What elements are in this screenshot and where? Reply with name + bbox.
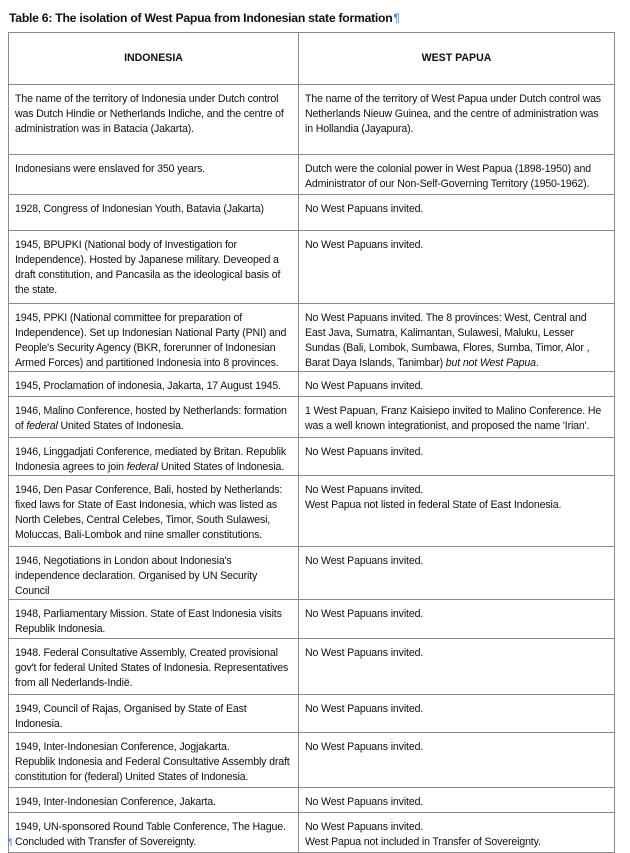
table-row	[9, 788, 615, 813]
cell-text: United States of Indonesia.	[158, 461, 284, 473]
cell-west-papua	[299, 372, 615, 397]
cell-text: Concluded with Transfer of Sovereignty.	[15, 836, 197, 848]
cell-west-papua	[299, 231, 615, 304]
cell-text: No West Papuans invited.	[305, 555, 424, 567]
cell-text: West Papua not included in Transfer of Sovereignty.	[305, 836, 541, 848]
table-row	[9, 695, 615, 733]
cell-text: The name of the territory of Indonesia under Dutch control was Dutch Hindie or Netherlands Indiche, and the centre of administration was in Batacia (Jakarta).	[15, 93, 284, 135]
cell-text-italic: federal	[126, 461, 159, 473]
cell-indonesia	[9, 304, 299, 372]
cell-text: 1949, UN-sponsored Round Table Conference, The Hague.	[15, 821, 286, 833]
cell-west-papua	[299, 733, 615, 788]
table-body	[9, 85, 615, 853]
cell-indonesia	[9, 788, 299, 813]
cell-text: No West Papuans invited.	[305, 821, 424, 833]
cell-text: No West Papuans invited.	[305, 203, 424, 215]
comparison-table	[8, 32, 615, 853]
cell-text: No West Papuans invited.	[305, 380, 424, 392]
cell-text: 1949, Council of Rajas, Organised by State of East Indonesia.	[15, 703, 247, 730]
cell-text: 1 West Papuan, Franz Kaisiepo invited to Malino Conference. He was a well known integrationist, and proposed the name 'Irian'.	[305, 405, 602, 432]
cell-text: No West Papuans invited.	[305, 239, 424, 251]
cell-text: 1946, Malino Conference, hosted by Netherlands: formation of	[15, 405, 287, 432]
cell-indonesia	[9, 600, 299, 639]
cell-text: .	[535, 357, 539, 369]
table-row	[9, 304, 615, 372]
cell-west-papua	[299, 397, 615, 438]
cell-west-papua	[299, 600, 615, 639]
cell-indonesia	[9, 372, 299, 397]
table-caption	[9, 11, 400, 25]
paragraph-mark-icon: ¶	[8, 837, 13, 847]
cell-text: 1928, Congress of Indonesian Youth, Batavia (Jakarta)	[15, 203, 264, 215]
caption-text: Table 6: The isolation of West Papua from Indonesian state formation	[9, 11, 393, 25]
cell-text: 1948. Federal Consultative Assembly, Created provisional gov't for federal United States of Indonesia. Representatives from all Nederlands-Indië.	[15, 647, 289, 689]
cell-text: No West Papuans invited.	[305, 446, 424, 458]
paragraph-mark-icon: ¶	[393, 11, 400, 25]
table-row	[9, 155, 615, 195]
cell-indonesia	[9, 438, 299, 476]
cell-text: 1946, Den Pasar Conference, Bali, hosted by Netherlands: fixed laws for State of East Indonesia, which was listed as North Celebes, Central Celebes, Timor, South Sulawesi, Moluccas, Bali-Lombok and nine smaller constitutions.	[15, 484, 283, 541]
cell-west-papua	[299, 85, 615, 155]
cell-text: 1945, BPUPKI (National body of Investigation for Independence). Hosted by Japanese military. Deveoped a draft constitution, and Pancasila as the ideological basis of the state.	[15, 239, 281, 296]
cell-indonesia	[9, 547, 299, 600]
cell-indonesia	[9, 397, 299, 438]
cell-indonesia	[9, 85, 299, 155]
cell-text: Republik Indonesia and Federal Consultative Assembly draft constitution for (federal) United States of Indonesia.	[15, 756, 290, 783]
cell-west-papua	[299, 304, 615, 372]
table-row	[9, 476, 615, 547]
cell-text: United States of Indonesia.	[57, 420, 184, 432]
cell-text: No West Papuans invited.	[305, 741, 424, 753]
cell-indonesia	[9, 231, 299, 304]
table-row	[9, 639, 615, 695]
table-row	[9, 600, 615, 639]
cell-text-italic: but not West Papua	[445, 357, 536, 369]
cell-text-italic: federal	[26, 420, 58, 432]
header-west-papua: WEST PAPUA	[299, 33, 615, 85]
cell-west-papua	[299, 639, 615, 695]
header-indonesia: INDONESIA	[9, 33, 299, 85]
cell-west-papua	[299, 547, 615, 600]
cell-text: No West Papuans invited.	[305, 796, 424, 808]
cell-text: Dutch were the colonial power in West Papua (1898-1950) and Administrator of our Non-Self-Governing Territory (1950-1962).	[305, 163, 591, 190]
cell-text: 1949, Inter-Indonesian Conference, Jakarta.	[15, 796, 216, 808]
table-row	[9, 231, 615, 304]
table-row	[9, 733, 615, 788]
cell-text: No West Papuans invited.	[305, 484, 424, 496]
cell-text: No West Papuans invited.	[305, 647, 424, 659]
cell-text: 1945, PPKI (National committee for preparation of Independence). Set up Indonesian National Party (PNI) and People's Security Agency (BKR, forerunner of Indonesian Armed Forces) and partitioned Indonesia into 8 provinces.	[15, 312, 287, 369]
cell-west-papua	[299, 788, 615, 813]
cell-text: No West Papuans invited.	[305, 703, 424, 715]
cell-text: 1945, Proclamation of indonesia, Jakarta, 17 August 1945.	[15, 380, 281, 392]
cell-text: No West Papuans invited. The 8 provinces: West, Central and East Java, Sumatra, Kalimantan, Sulawesi, Maluku, Lesser Sundas (Bali, Lombok, Sumbawa, Flores, Sumba, Timor, Alor , Barat Daya Islands, Tanimbar)	[305, 312, 590, 369]
cell-west-papua	[299, 476, 615, 547]
table-row	[9, 438, 615, 476]
cell-west-papua	[299, 155, 615, 195]
cell-text: West Papua not listed in federal State of East Indonesia.	[305, 499, 562, 511]
table-row	[9, 397, 615, 438]
table-row	[9, 547, 615, 600]
cell-text: Indonesians were enslaved for 350 years.	[15, 163, 206, 175]
table-row	[9, 85, 615, 155]
cell-indonesia	[9, 639, 299, 695]
cell-west-papua	[299, 195, 615, 231]
cell-indonesia	[9, 155, 299, 195]
cell-text: 1948, Parliamentary Mission. State of East Indonesia visits Republik Indonesia.	[15, 608, 282, 635]
cell-text: 1946, Linggadjati Conference, mediated by Britan. Republik Indonesia agrees to join	[15, 446, 287, 473]
cell-west-papua	[299, 438, 615, 476]
cell-west-papua	[299, 695, 615, 733]
cell-text: 1946, Negotiations in London about Indonesia's independence declaration. Organised by UN Security Council	[15, 555, 258, 597]
cell-indonesia	[9, 195, 299, 231]
cell-text: No West Papuans invited.	[305, 608, 424, 620]
table-row	[9, 372, 615, 397]
table-header-row	[9, 33, 615, 85]
cell-text: 1949, Inter-Indonesian Conference, Jogjakarta.	[15, 741, 230, 753]
cell-indonesia	[9, 733, 299, 788]
table-row	[9, 195, 615, 231]
cell-indonesia	[9, 476, 299, 547]
cell-indonesia	[9, 695, 299, 733]
cell-text: The name of the territory of West Papua under Dutch control was Netherlands Nieuw Guinea, and the centre of administration was in Hollandia (Jayapura).	[305, 93, 601, 135]
